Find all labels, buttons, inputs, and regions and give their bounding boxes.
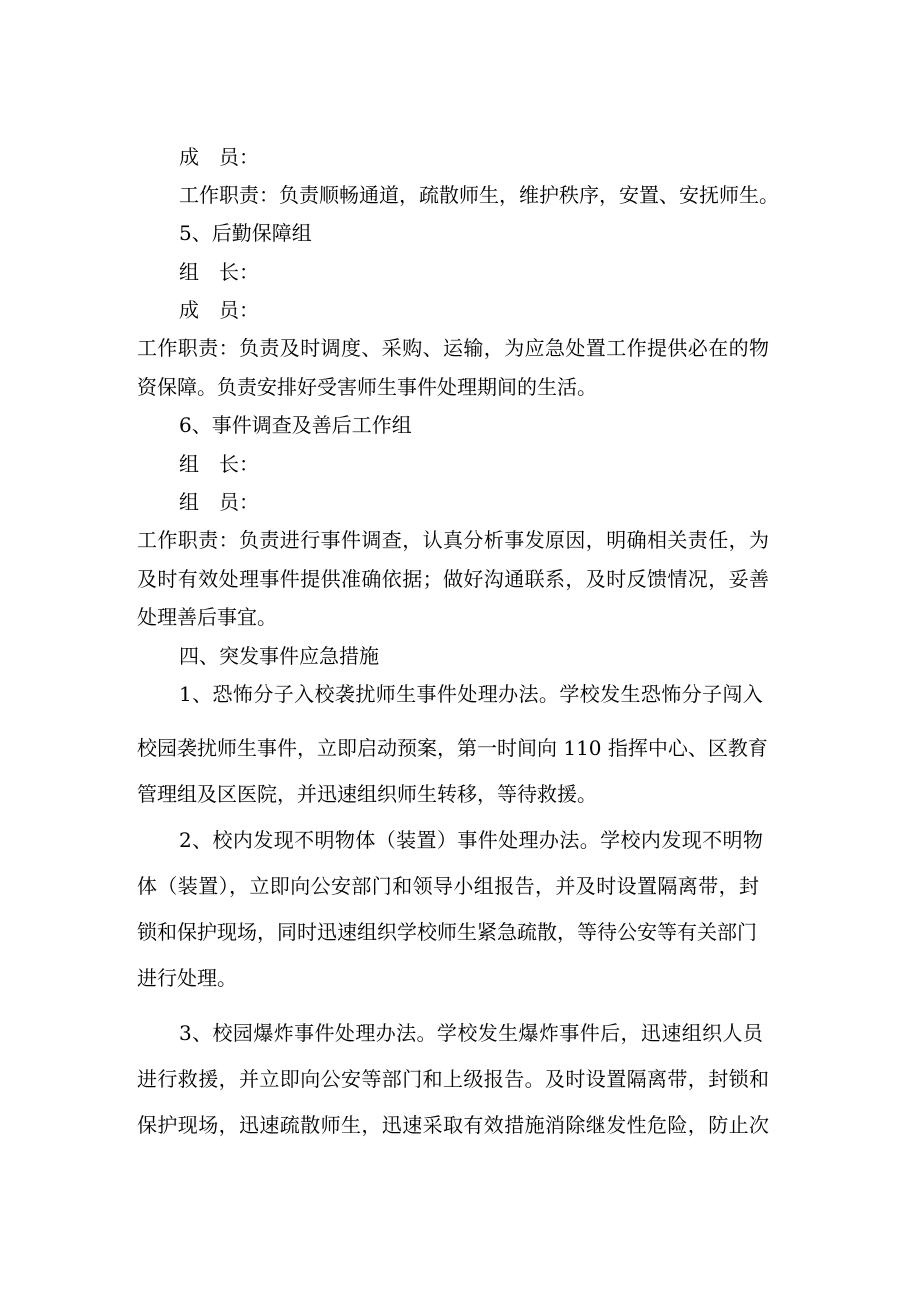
duty-investigation-line-1: 工作职责：负责进行事件调查，认真分析事发原因，明确相关责任，为 (137, 528, 770, 552)
duty-investigation-line-3: 处理善后事宜。 (137, 605, 277, 629)
heading-logistics-group: 5、后勤保障组 (179, 221, 312, 245)
measure-1-line-3: 管理组及区医院，并迅速组织师生转移，等待救援。 (137, 782, 597, 806)
duty-line-evacuation: 工作职责：负责顺畅通道，疏散师生，维护秩序，安置、安抚师生。 (179, 183, 779, 207)
measure-3-line-2: 进行救援，并立即向公安等部门和上级报告。及时设置隔离带，封锁和 (137, 1067, 770, 1091)
measure-3-line-1: 3、校园爆炸事件处理办法。学校发生爆炸事件后，迅速组织人员 (179, 1021, 764, 1045)
measure-1-line-1: 1、恐怖分子入校袭扰师生事件处理办法。学校发生恐怖分子闯入 (179, 682, 764, 706)
measure-2-line-1: 2、校内发现不明物体（装置）事件处理办法。学校内发现不明物 (179, 828, 764, 852)
measure-2-line-3: 锁和保护现场，同时迅速组织学校师生紧急疏散，等待公安等有关部门 (137, 920, 757, 944)
heading-investigation-group: 6、事件调查及善后工作组 (179, 413, 412, 437)
leader-label-logistics: 组 长： (179, 260, 259, 284)
duty-logistics-line-1: 工作职责：负责及时调度、采购、运输，为应急处置工作提供必在的物 (137, 336, 770, 360)
measure-2-line-2: 体（装置），立即向公安部门和领导小组报告，并及时设置隔离带，封 (137, 874, 760, 898)
member-label-1: 成 员： (179, 145, 259, 169)
duty-investigation-line-2: 及时有效处理事件提供准确依据；做好沟通联系，及时反馈情况，妥善 (137, 567, 770, 591)
member-label-logistics: 成 员： (179, 298, 259, 322)
duty-logistics-line-2: 资保障。负责安排好受害师生事件处理期间的生活。 (137, 375, 597, 399)
section-heading-emergency-measures: 四、突发事件应急措施 (179, 644, 379, 668)
measure-1-line-2: 校园袭扰师生事件，立即启动预案，第一时间向 110 指挥中心、区教育 (137, 736, 768, 760)
measure-3-line-3: 保护现场，迅速疏散师生，迅速采取有效措施消除继发性危险，防止次 (137, 1113, 770, 1137)
measure-2-line-4: 进行处理。 (137, 966, 237, 990)
member-label-investigation: 组 员： (179, 490, 259, 514)
leader-label-investigation: 组 长： (179, 452, 259, 476)
